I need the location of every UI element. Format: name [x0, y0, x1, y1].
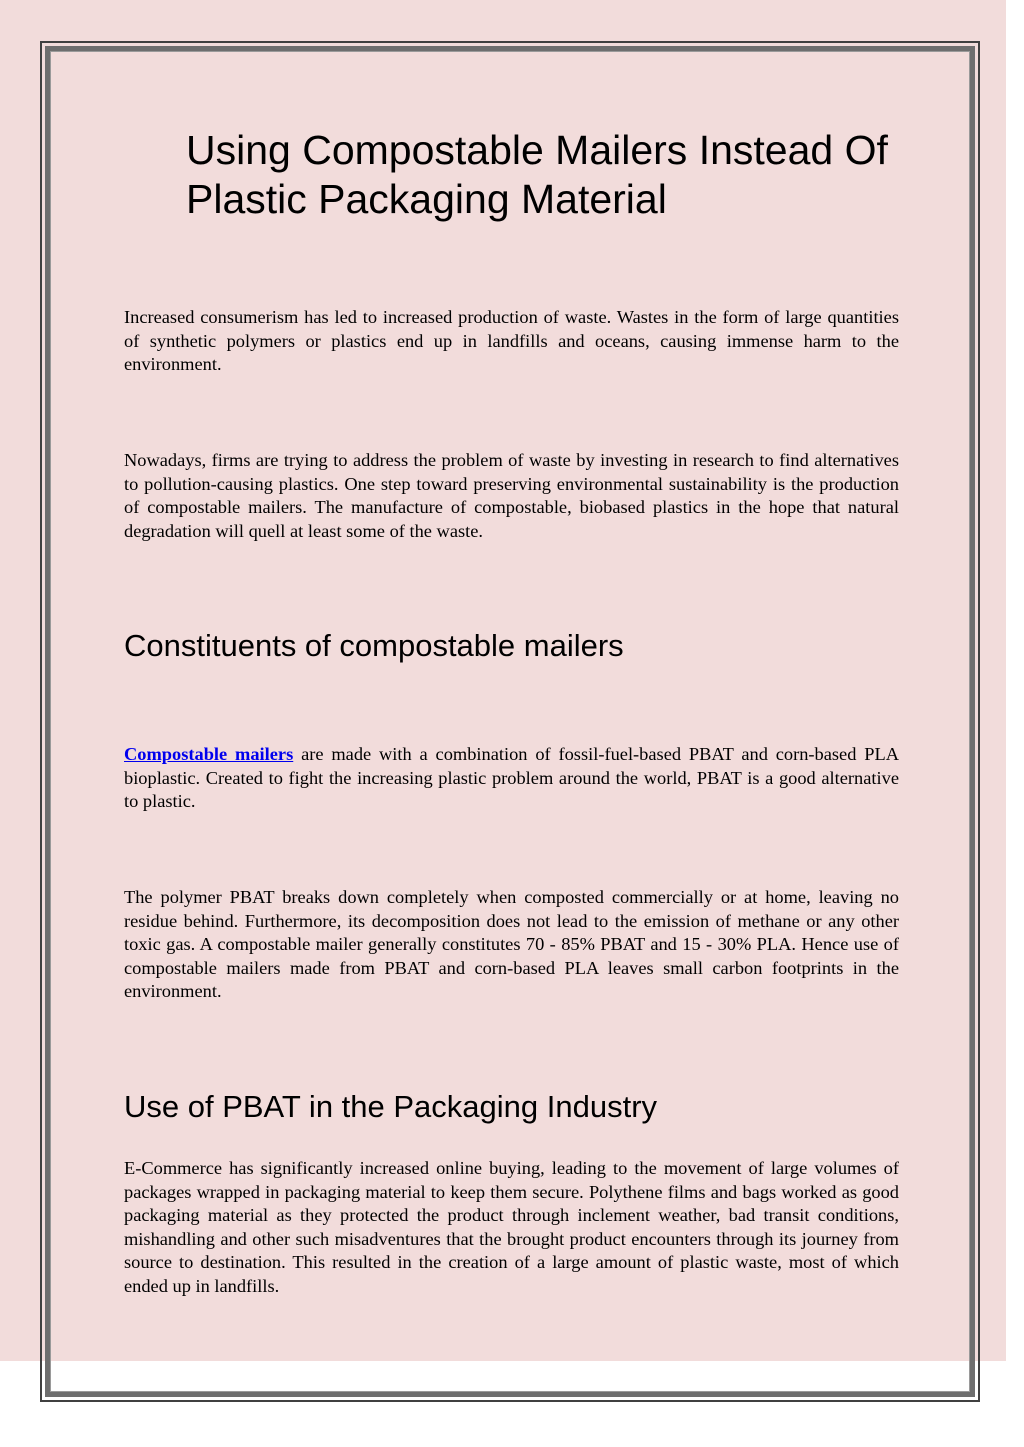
section-heading-pbat-packaging: Use of PBAT in the Packaging Industry — [124, 1089, 658, 1124]
constituents-paragraph-1-text: are made with a combination of fossil-fuel-based PBAT and corn-based PLA bioplastic. Created to fight the increasing plastic problem around the world, PBAT is a good alternative to plastic. — [124, 744, 899, 812]
constituents-paragraph-1 — [124, 743, 899, 814]
document-title: Using Compostable Mailers Instead Of Plastic Packaging Material — [186, 127, 888, 222]
constituents-paragraph-2: The polymer PBAT breaks down completely when composted commercially or at home, leaving no residue behind. Furthermore, its decomposition does not lead to the emission of methane or any other toxic gas. A compostable mailer generally constitutes 70 - 85% PBAT and 15 - 30% PLA. Hence use of compostable mailers made from PBAT and corn-based PLA leaves small carbon footprints in the environment. — [124, 887, 899, 1002]
compostable-mailers-link[interactable]: Compostable mailers — [124, 744, 294, 764]
section-heading-constituents: Constituents of compostable mailers — [124, 628, 624, 663]
intro-paragraph-1: Increased consumerism has led to increased production of waste. Wastes in the form of large quantities of synthetic polymers or plastics end up in landfills and oceans, causing immense harm to the environment. — [124, 307, 899, 375]
pbat-packaging-paragraph: E-Commerce has significantly increased online buying, leading to the movement of large volumes of packages wrapped in packaging material to keep them secure. Polythene films and bags worked as good packaging material as they protected the product through inclement weather, bad transit conditions, mishandling and other such misadventures that the brought product encounters through its journey from source to destination. This resulted in the creation of a large amount of plastic waste, most of which ended up in landfills. — [124, 1158, 899, 1296]
intro-paragraph-2: Nowadays, firms are trying to address the problem of waste by investing in research to find alternatives to pollution-causing plastics. One step toward preserving environmental sustainability is the production of compostable mailers. The manufacture of compostable, biobased plastics in the hope that natural degradation will quell at least some of the waste. — [124, 450, 899, 541]
